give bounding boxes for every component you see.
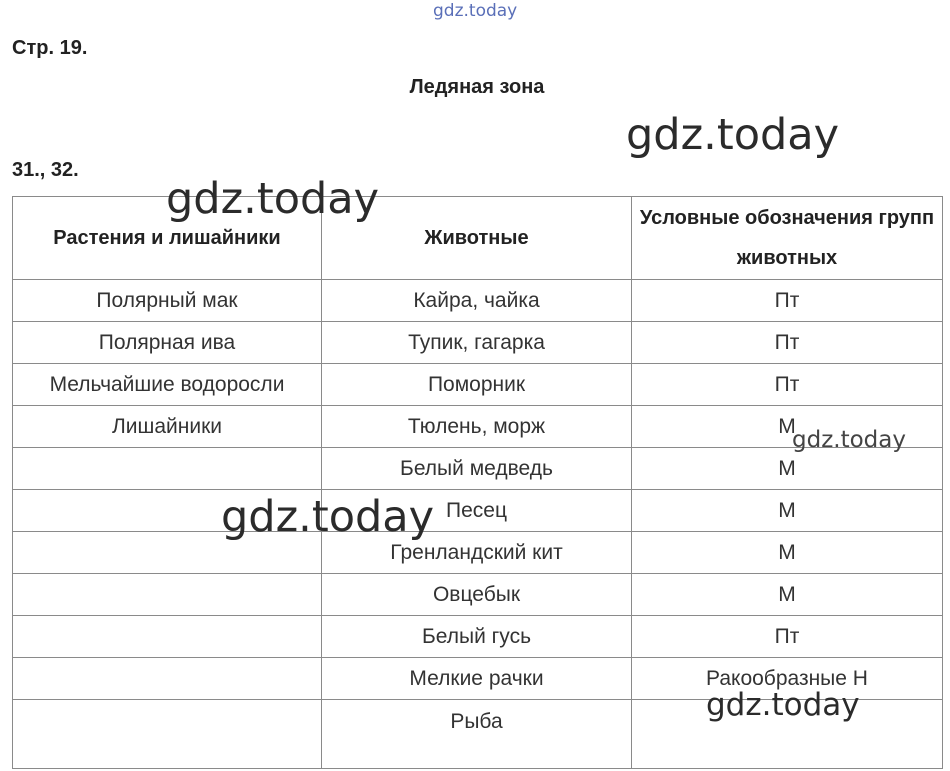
ice-zone-table [12,196,943,769]
header-plants: Растения и лишайники [13,197,322,280]
watermark-bottom-right: gdz.today [706,687,860,723]
cell-plant [13,616,322,658]
cell-animal: Овцебык [322,574,632,616]
cell-group: М [632,532,943,574]
cell-group: Пт [632,616,943,658]
cell-animal: Мелкие рачки [322,658,632,700]
page-label: Стр. 19. [12,37,88,59]
cell-plant [13,658,322,700]
cell-animal: Рыба [322,700,632,769]
table-row [13,574,943,616]
cell-group: М [632,406,943,448]
watermark-header: gdz.today [166,174,380,224]
table-row [13,364,943,406]
cell-animal: Гренландский кит [322,532,632,574]
cell-group: М [632,490,943,532]
cell-group: Ракообразные Н [632,658,943,700]
cell-animal: Белый медведь [322,448,632,490]
cell-group: Пт [632,322,943,364]
cell-plant: Полярный мак [13,280,322,322]
table-row [13,322,943,364]
cell-plant: Мельчайшие водоросли [13,364,322,406]
header-animals: Животные [322,197,632,280]
cell-animal: Тюлень, морж [322,406,632,448]
cell-group: Пт [632,364,943,406]
cell-animal: Тупик, гагарка [322,322,632,364]
cell-group: М [632,448,943,490]
cell-animal: Песец [322,490,632,532]
table-row [13,532,943,574]
cell-plant [13,448,322,490]
section-title: Ледяная зона [409,76,545,98]
header-group-symbols: Условные обозначения групп животных [632,197,943,280]
cell-plant [13,574,322,616]
cell-animal: Кайра, чайка [322,280,632,322]
task-label: 31., 32. [12,159,79,181]
cell-animal: Поморник [322,364,632,406]
table-row [13,448,943,490]
watermark-top: gdz.today [433,1,518,21]
table-row [13,280,943,322]
cell-plant: Лишайники [13,406,322,448]
cell-plant [13,700,322,769]
watermark-middle-right: gdz.today [792,427,906,453]
cell-group: Пт [632,280,943,322]
watermark-upper-right: gdz.today [626,110,840,160]
table-row [13,490,943,532]
cell-group: М [632,574,943,616]
table-row [13,616,943,658]
table-header-row [13,197,943,280]
watermark-center: gdz.today [221,492,435,542]
cell-animal: Белый гусь [322,616,632,658]
cell-plant: Полярная ива [13,322,322,364]
